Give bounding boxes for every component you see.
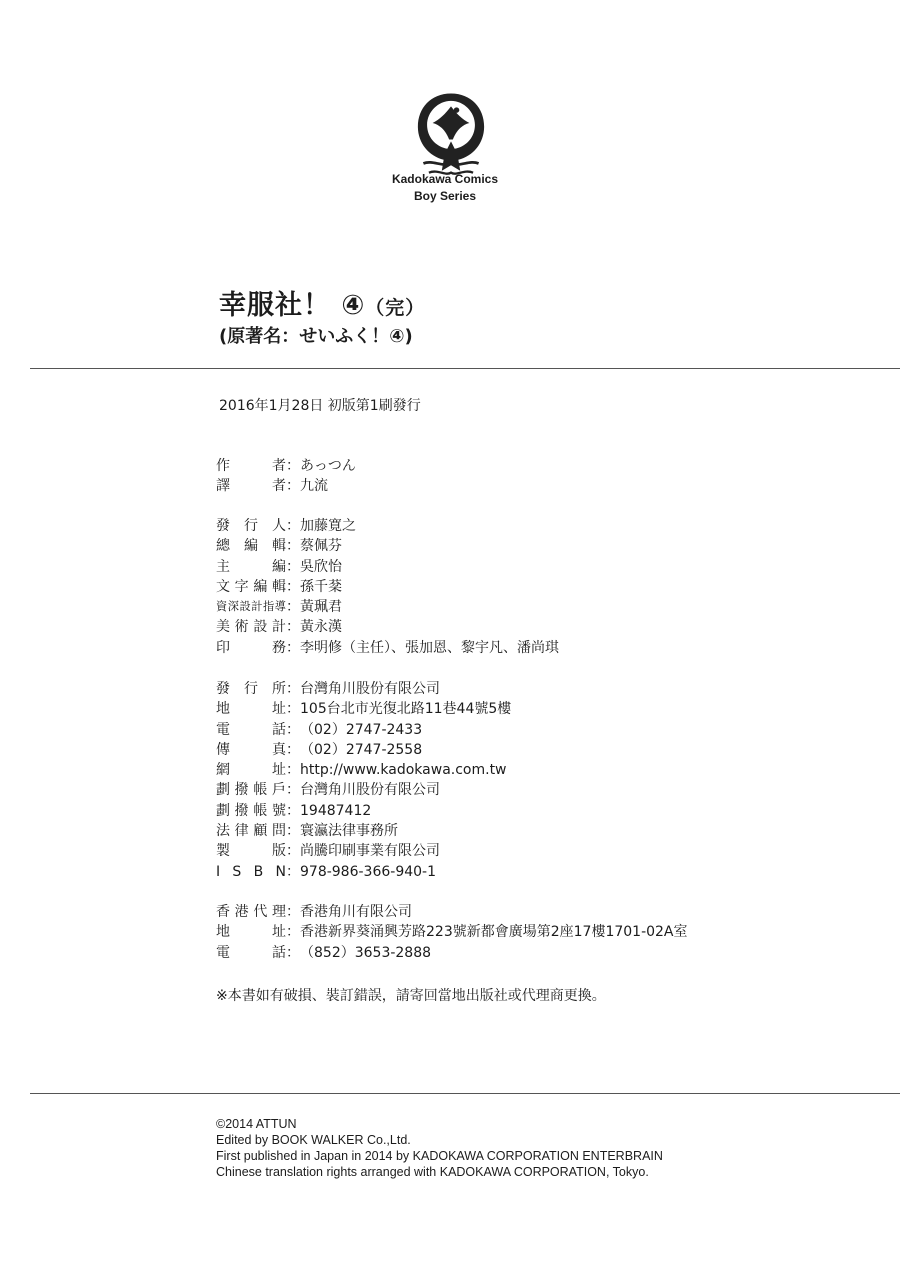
copyright-line: Edited by BOOK WALKER Co.,Ltd. xyxy=(216,1133,411,1147)
info-row xyxy=(216,760,511,780)
info-label: 法 律 顧 問 xyxy=(216,823,286,840)
info-label: I S B N xyxy=(216,863,286,880)
info-row xyxy=(216,557,559,577)
info-colon: ： xyxy=(286,681,300,697)
info-label: 電 話 xyxy=(216,944,286,961)
info-label: 作 者 xyxy=(216,458,286,474)
info-colon: ： xyxy=(286,578,300,595)
info-row xyxy=(216,821,511,841)
info-value: 孫千棻 xyxy=(300,578,342,595)
info-value: （852）3653-2888 xyxy=(300,944,432,961)
info-value: 105台北市光復北路11巷44號5樓 xyxy=(300,701,512,718)
info-colon: ： xyxy=(286,478,300,495)
info-row xyxy=(216,841,511,861)
info-colon: ： xyxy=(286,843,300,860)
info-colon: ： xyxy=(286,458,300,474)
info-row xyxy=(216,476,356,496)
info-value: 尚騰印刷事業有限公司 xyxy=(300,843,440,860)
info-value: 978-986-366-940-1 xyxy=(300,863,437,880)
info-label: 劃 撥 帳 號 xyxy=(216,802,286,819)
info-colon: ： xyxy=(286,782,300,799)
info-colon: ： xyxy=(286,762,300,779)
copyright-line: ©2014 ATTUN xyxy=(216,1117,297,1131)
info-row xyxy=(216,536,559,556)
info-row xyxy=(216,740,511,760)
info-colon: ： xyxy=(286,619,300,636)
info-value: 黃珮君 xyxy=(300,599,342,616)
info-label: 劃 撥 帳 戶 xyxy=(216,782,286,799)
info-label: 香 港 代 理 xyxy=(216,904,286,920)
divider-bottom xyxy=(30,1093,900,1094)
info-row xyxy=(216,699,511,719)
info-value: （02）2747-2558 xyxy=(300,741,423,758)
info-colon: ： xyxy=(286,639,300,656)
info-label: 傳 真 xyxy=(216,741,286,758)
info-colon: ： xyxy=(286,863,300,880)
original-title: (原著名：せいふく！④) xyxy=(219,326,413,347)
kadokawa-phoenix-logo xyxy=(405,88,497,180)
info-value: 寰瀛法律事務所 xyxy=(300,823,398,840)
info-value: あっつん xyxy=(300,458,356,474)
info-label: 主 編 xyxy=(216,558,286,575)
info-label: 製 版 xyxy=(216,843,286,860)
publish-date: 2016年1月28日 初版第1刷發行 xyxy=(219,398,421,414)
info-value: 九流 xyxy=(300,478,328,495)
info-row xyxy=(216,456,356,476)
info-row xyxy=(216,679,511,699)
info-label: 地 址 xyxy=(216,924,286,941)
info-row xyxy=(216,922,688,942)
info-value: 李明修（主任）、張加恩、黎宇凡、潘尚琪 xyxy=(300,639,559,656)
info-label: 地 址 xyxy=(216,701,286,718)
info-row xyxy=(216,801,511,821)
copyright-line: Chinese translation rights arranged with KADOKAWA CORPORATION, Tokyo. xyxy=(216,1165,649,1179)
info-value: 台灣角川股份有限公司 xyxy=(300,782,440,799)
book-title-main: 幸服社！ ④ xyxy=(219,290,366,321)
info-colon: ： xyxy=(286,518,300,534)
info-colon: ： xyxy=(286,721,300,738)
info-value: 加藤寛之 xyxy=(300,518,356,534)
info-row xyxy=(216,862,511,882)
info-colon: ： xyxy=(286,924,300,941)
series-line-1: Kadokawa Comics xyxy=(391,172,499,186)
info-value: 黃永漢 xyxy=(300,619,342,636)
info-label: 發 行 人 xyxy=(216,518,286,534)
info-value: 19487412 xyxy=(300,802,372,819)
info-label: 電 話 xyxy=(216,721,286,738)
info-row xyxy=(216,617,559,637)
info-colon: ： xyxy=(286,823,300,840)
info-row xyxy=(216,780,511,800)
book-title xyxy=(219,283,425,322)
info-colon: ： xyxy=(286,904,300,920)
info-label: 總 編 輯 xyxy=(216,538,286,555)
credits-authors xyxy=(216,456,356,497)
info-row xyxy=(216,943,688,963)
book-title-suffix: （完） xyxy=(365,297,426,319)
info-label: 發 行 所 xyxy=(216,681,286,697)
info-colon: ： xyxy=(286,538,300,555)
publisher-info xyxy=(216,679,511,882)
info-colon: ： xyxy=(286,944,300,961)
info-colon: ： xyxy=(286,802,300,819)
copyright-line: First published in Japan in 2014 by KADOKAWA CORPORATION ENTERBRAIN xyxy=(216,1149,663,1163)
info-value: 吳欣怡 xyxy=(300,558,342,575)
info-label: 譯 者 xyxy=(216,478,286,495)
divider-top xyxy=(30,368,900,369)
info-value: http://www.kadokawa.com.tw xyxy=(300,762,507,779)
info-label: 文 字 編 輯 xyxy=(216,578,286,595)
info-label: 美 術 設 計 xyxy=(216,619,286,636)
info-label: 資 深 設 計 指 導 xyxy=(216,600,286,614)
series-line-2: Boy Series xyxy=(413,189,477,203)
info-colon: ： xyxy=(286,599,300,616)
info-colon: ： xyxy=(286,741,300,758)
info-value: 香港新界葵涌興芳路223號新都會廣場第2座17樓1701-02A室 xyxy=(300,924,688,941)
info-value: 台灣角川股份有限公司 xyxy=(300,681,440,697)
info-value: 香港角川有限公司 xyxy=(300,904,412,920)
info-value: （02）2747-2433 xyxy=(300,721,423,738)
copyright-block xyxy=(216,1116,663,1180)
info-label: 網 址 xyxy=(216,762,286,779)
hk-agent-info xyxy=(216,902,688,963)
damage-notice: ※本書如有破損、裝訂錯誤，請寄回當地出版社或代理商更換。 xyxy=(216,988,606,1004)
credits-staff xyxy=(216,516,559,658)
info-value: 蔡佩芬 xyxy=(300,538,342,555)
info-colon: ： xyxy=(286,701,300,718)
info-row xyxy=(216,902,688,922)
info-label: 印 務 xyxy=(216,639,286,656)
info-colon: ： xyxy=(286,558,300,575)
info-row xyxy=(216,720,511,740)
info-row xyxy=(216,577,559,597)
info-row xyxy=(216,638,559,658)
info-row xyxy=(216,597,559,617)
info-row xyxy=(216,516,559,536)
